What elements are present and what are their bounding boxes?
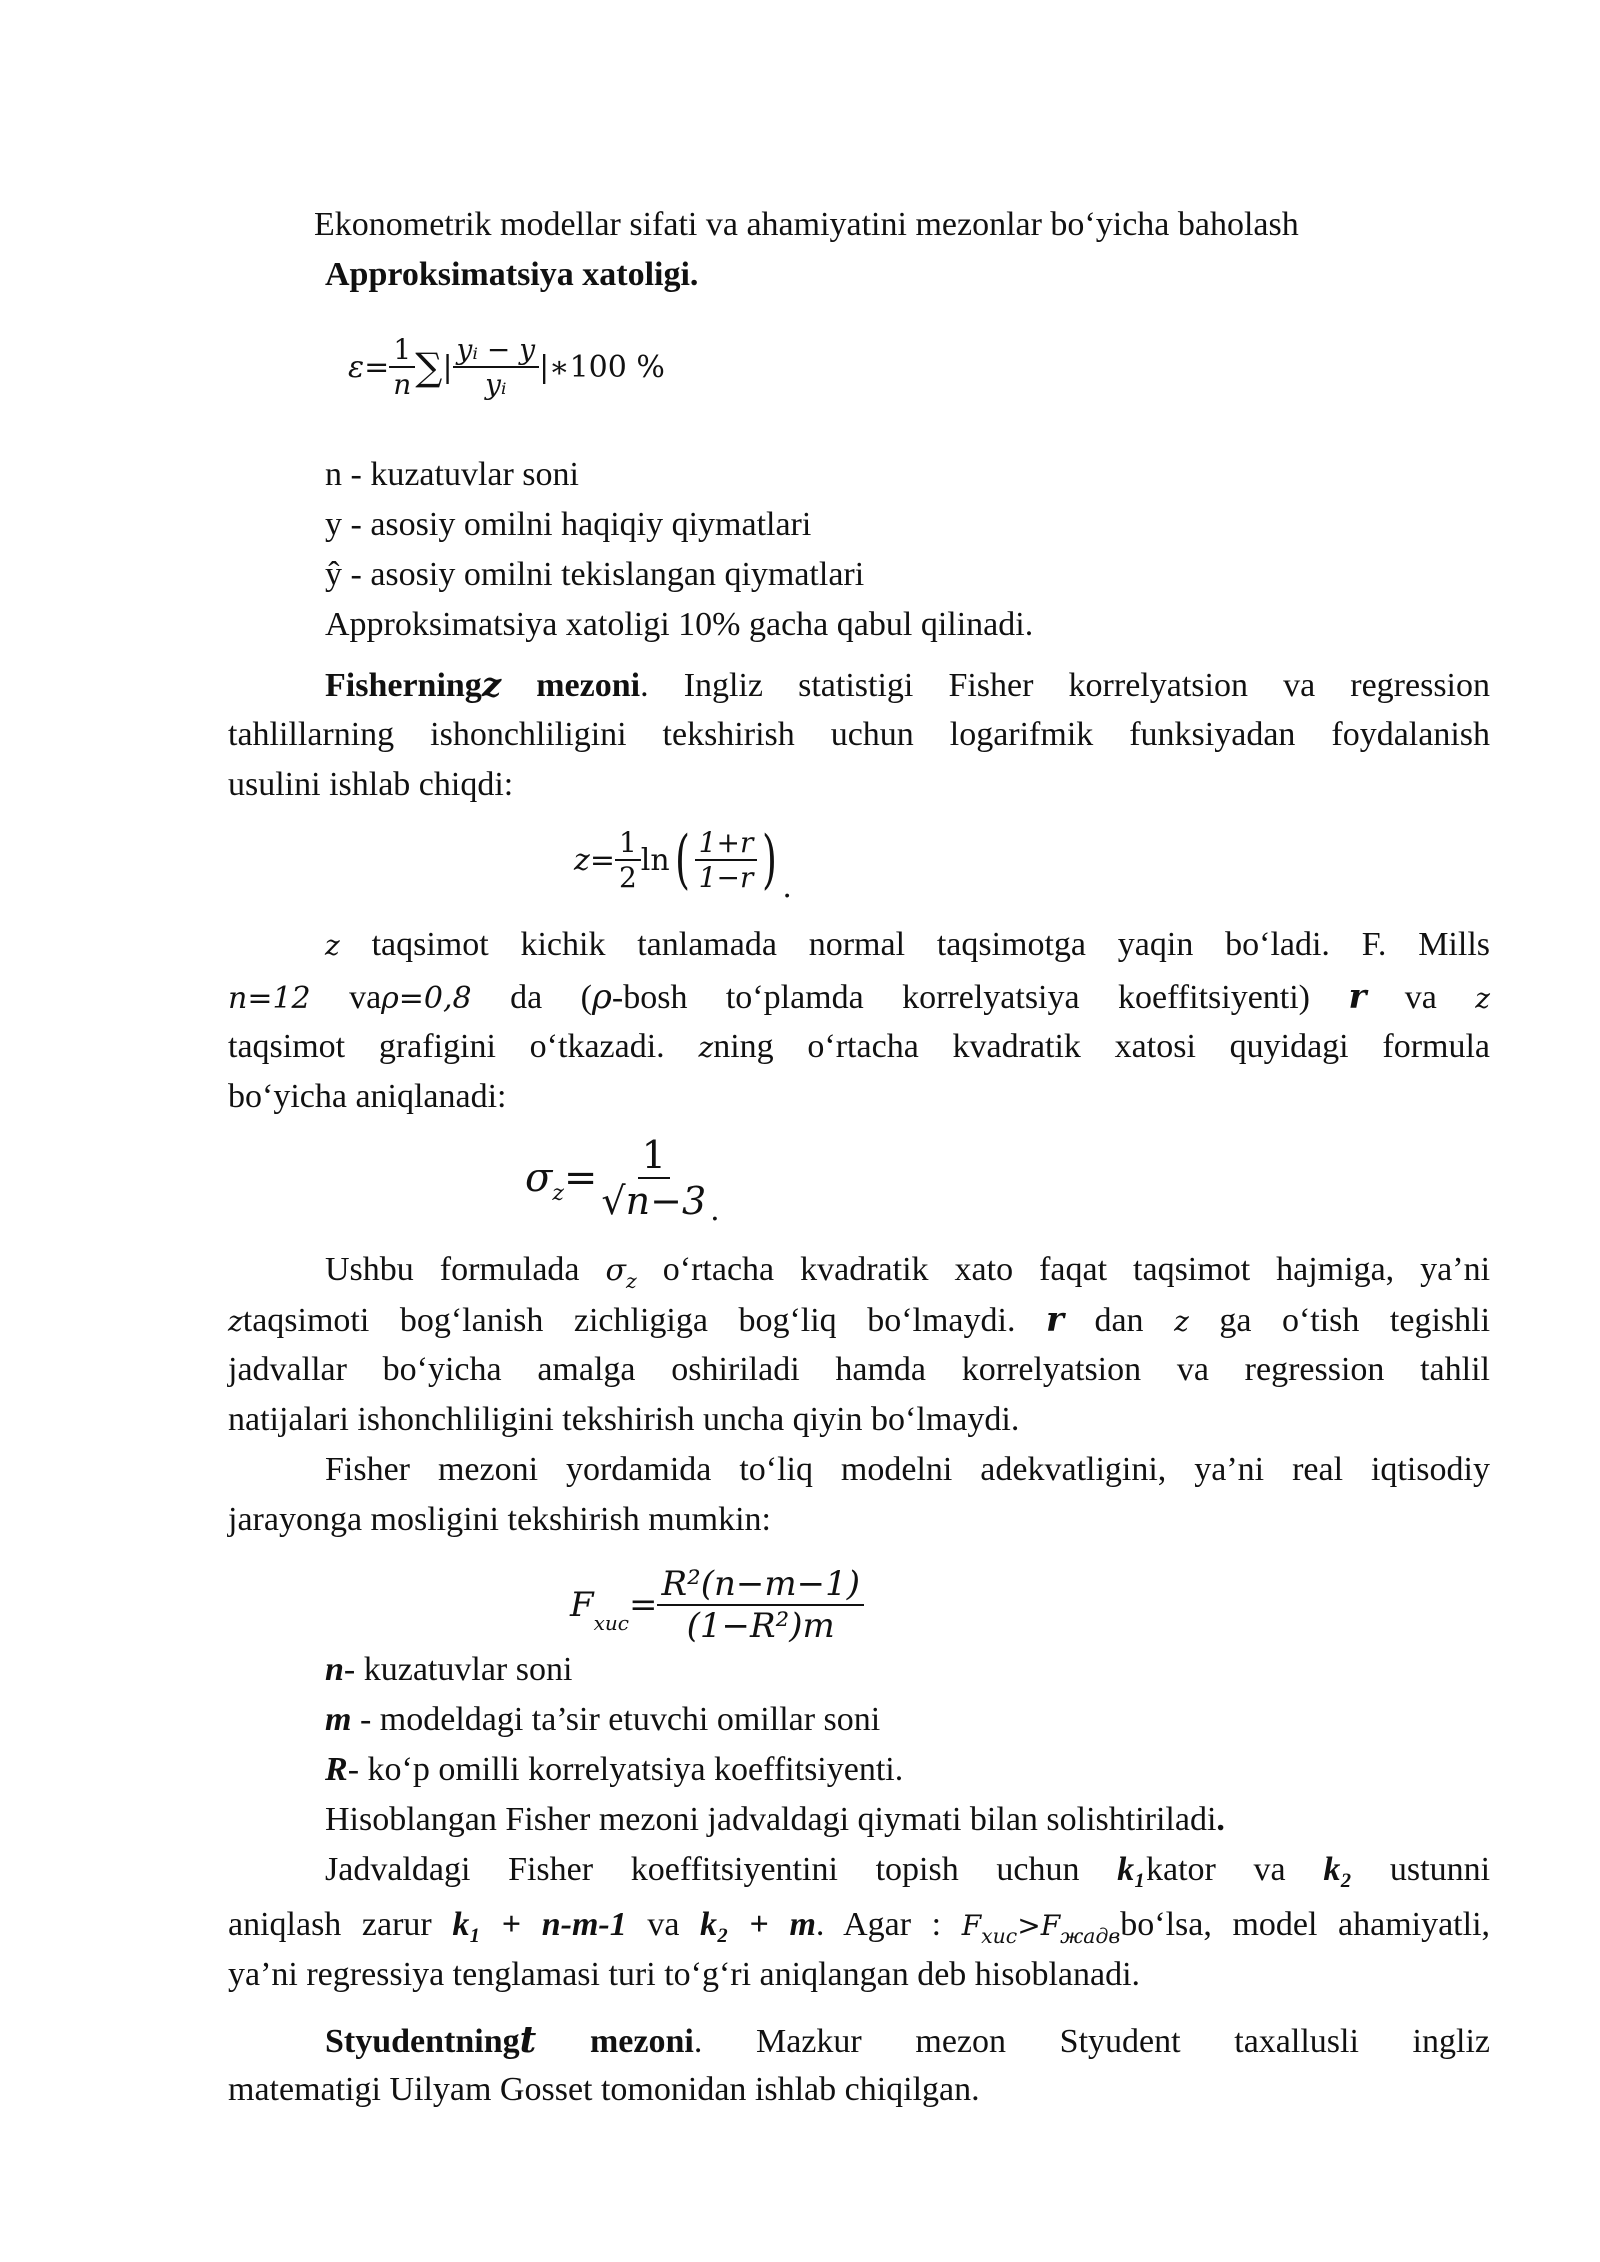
fisher-table-line1: Jadvaldagi Fisher koeffitsiyentini topish uchun k₁kator va k₂ ustunni (325, 1851, 1491, 1888)
approximation-threshold-note: Approksimatsiya xatoligi 10% gacha qabul qilinadi. (325, 606, 1034, 643)
definition-y-hat: ŷ - asosiy omilni tekislangan qiymatlari (325, 556, 865, 593)
fisher-z-paragraph-line1: Fisherningz mezoni. Ingliz statistigi Fisher korrelyatsion va regression (325, 665, 1490, 705)
sigma-z-formula: σ $_z$ = $\frac{1}{√n-3}$ . (525, 1133, 720, 1228)
fisher-f-paragraph-line2: jarayonga mosligini tekshirish mumkin: (228, 1501, 772, 1538)
definition-n: n - kuzatuvlar soni (325, 456, 579, 493)
fisher-f-paragraph-line1: Fisher mezoni yordamida to‘liq modelni adekvatligini, ya’ni real iqtisodiy (325, 1451, 1490, 1488)
definition-y: y - asosiy omilni haqiqiy qiymatlari (325, 506, 812, 543)
z-distribution-line3: taqsimot grafigini o‘tkazadi. zning o‘rtacha kvadratik xatosi quyidagi formula (228, 1028, 1491, 1065)
student-t-line1: Styudentningt mezoni. Mazkur mezon Styudent taxallusli ingliz (325, 2019, 1490, 2061)
z-distribution-line1: z taqsimot kichik tanlamada normal taqsimotga yaqin bo‘ladi. F. Mills (325, 926, 1490, 963)
student-t-line2: matematigi Uilyam Gosset tomonidan ishlab chiqilgan. (228, 2071, 980, 2108)
sigma-paragraph-line4: natijalari ishonchliligini tekshirish uncha qiyin bo‘lmaydi. (228, 1401, 1020, 1438)
fisher-table-line2: aniqlash zarur k₁ + n-m-1 va k₂ + m. Agar : $F_{хис}>F_{жадв}bo‘lsa$, model ahamiyatli, (228, 1906, 1491, 1948)
z-distribution-line2: n=12 vaρ=0,8 da (ρ-bosh to‘plamda korrelyatsiya koeffitsiyenti) r va z (228, 977, 1491, 1017)
definition-m-factors: m - modeldagi ta’sir etuvchi omillar soni (325, 1701, 881, 1738)
page-title: Ekonometrik modellar sifati va ahamiyatini mezonlar bo‘yicha baholash (314, 206, 1299, 243)
fisher-comparison-note: Hisoblangan Fisher mezoni jadvaldagi qiymati bilan solishtiriladi. (325, 1801, 1225, 1838)
section-heading-approximation: Approksimatsiya xatoligi. (325, 256, 699, 293)
sigma-paragraph-line3: jadvallar bo‘yicha amalga oshiriladi hamda korrelyatsion va regression tahlil (228, 1351, 1490, 1388)
definition-r-correlation: R- ko‘p omilli korrelyatsiya koeffitsiyenti. (325, 1751, 904, 1788)
sigma-paragraph-line1: Ushbu formulada $\sigma_z$ o‘rtacha kvadratik xato faqat taqsimot hajmiga, ya’ni (325, 1251, 1491, 1293)
fisher-z-paragraph-line3: usulini ishlab chiqdi: (228, 766, 514, 803)
approximation-error-formula: ε = $\frac{1}{n}$ ∑ | $\frac{\text{yᵢ − y}}{\text{yᵢ}}$ |∗100 % (348, 333, 665, 401)
fisher-f-formula: F $_{хис}$ = $\frac{\text{R²(n−m−1)}}{\text{(1−R²)m}}$ (570, 1545, 864, 1665)
definition-n-observations: n- kuzatuvlar soni (325, 1651, 573, 1688)
z-distribution-line4: bo‘yicha aniqlanadi: (228, 1078, 507, 1115)
fisher-z-paragraph-line2: tahlillarning ishonchliligini tekshirish uchun logarifmik funksiyadan foydalanish (228, 716, 1490, 753)
fisher-table-line3: ya’ni regressiya tenglamasi turi to‘g‘ri aniqlangan deb hisoblanadi. (228, 1956, 1141, 1993)
sigma-paragraph-line2: ztaqsimoti bog‘lanish zichligiga bog‘liq bo‘lmaydi. r dan z ga o‘tish tegishli (228, 1300, 1491, 1340)
fisher-z-formula: z = $\frac{1}{2}$ ln ( $\frac{1+r}{1-r}$ ) . (574, 823, 792, 905)
